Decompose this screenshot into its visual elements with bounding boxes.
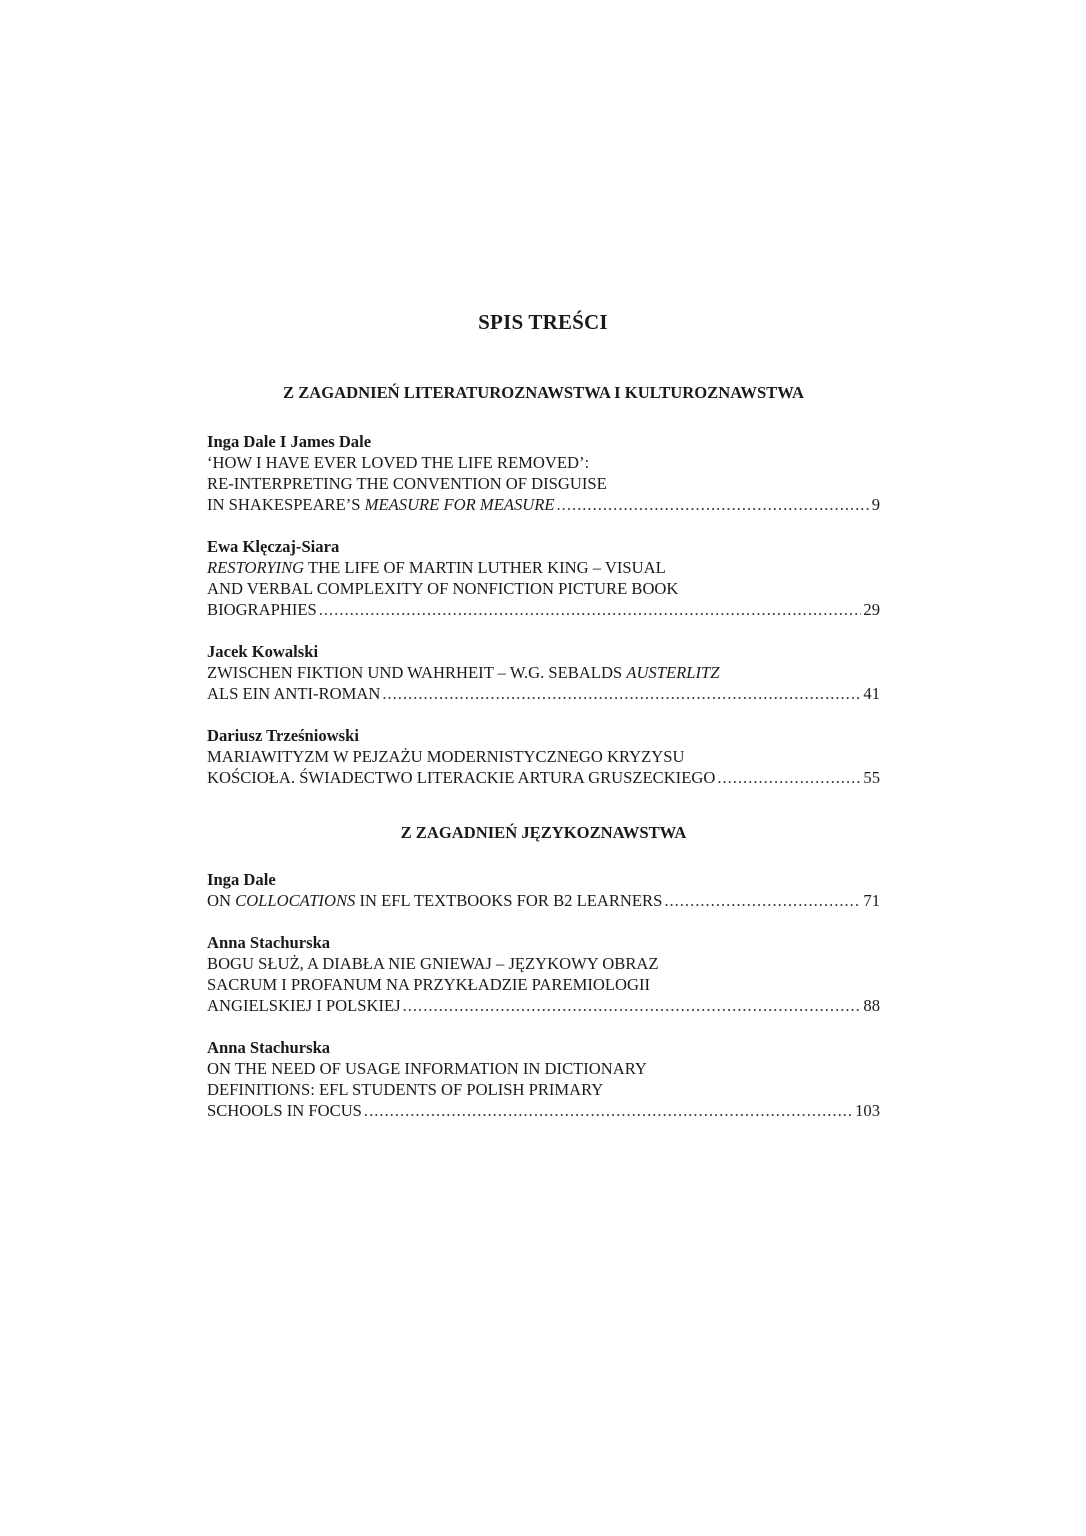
page-number: 55	[863, 768, 880, 787]
entry-title-line: AND VERBAL COMPLEXITY OF NONFICTION PICTURE BOOK	[207, 579, 679, 598]
section-heading-linguistics: Z ZAGADNIEŃ JĘZYKOZNAWSTWA	[400, 823, 687, 842]
entry-author: Dariusz Trześniowski	[207, 726, 359, 745]
page-number: 9	[871, 495, 880, 514]
entry-author: Inga Dale I James Dale	[207, 432, 372, 451]
entry-title-text: BIOGRAPHIES	[207, 600, 317, 619]
entry-author: Anna Stachurska	[207, 933, 331, 952]
entry-title-last-line	[207, 1100, 880, 1121]
entry-title-text: ALS EIN ANTI-ROMAN	[207, 684, 381, 703]
dot-leader	[364, 1100, 853, 1121]
dot-leader	[319, 599, 862, 620]
page-number: 88	[863, 996, 880, 1015]
entry-title-text: IN SHAKESPEARE’S MEASURE FOR MEASURE	[207, 495, 555, 514]
entry-title-last-line	[207, 683, 880, 704]
entry-title-line: MARIAWITYZM W PEJZAŻU MODERNISTYCZNEGO KRYZYSU	[207, 747, 685, 766]
entry-title-line: DEFINITIONS: EFL STUDENTS OF POLISH PRIMARY	[207, 1080, 604, 1099]
entry-title-last-line	[207, 890, 880, 911]
dot-leader	[557, 494, 870, 515]
entry-title-line: BOGU SŁUŻ, A DIABŁA NIE GNIEWAJ – JĘZYKOWY OBRAZ	[207, 954, 659, 973]
toc-entry[interactable]	[207, 725, 880, 788]
page-number: 71	[863, 891, 880, 910]
table-of-contents	[207, 382, 880, 1142]
page-number: 103	[855, 1101, 880, 1120]
section-heading-literature: Z ZAGADNIEŃ LITERATUROZNAWSTWA I KULTUROZNAWSTWA	[283, 383, 804, 402]
entry-author: Anna Stachurska	[207, 1038, 331, 1057]
entry-title-last-line	[207, 494, 880, 515]
entry-author: Inga Dale	[207, 870, 276, 889]
entry-title-text: SCHOOLS IN FOCUS	[207, 1101, 362, 1120]
entry-title-text: KOŚCIOŁA. ŚWIADECTWO LITERACKIE ARTURA GRUSZECKIEGO	[207, 768, 716, 787]
entry-title-last-line	[207, 767, 880, 788]
toc-entry[interactable]	[207, 932, 880, 1016]
toc-entry[interactable]	[207, 1037, 880, 1121]
entry-title-line: ‘HOW I HAVE EVER LOVED THE LIFE REMOVED’:	[207, 453, 590, 472]
entry-title-line: RESTORYING THE LIFE OF MARTIN LUTHER KING – VISUAL	[207, 558, 666, 577]
entry-title-last-line	[207, 995, 880, 1016]
entry-title-line: ZWISCHEN FIKTION UND WAHRHEIT – W.G. SEBALDS AUSTERLITZ	[207, 663, 720, 682]
entry-author: Ewa Klęczaj-Siara	[207, 537, 340, 556]
entry-title-text: ANGIELSKIEJ I POLSKIEJ	[207, 996, 401, 1015]
entry-title-line: RE-INTERPRETING THE CONVENTION OF DISGUISE	[207, 474, 607, 493]
page-title: SPIS TREŚCI	[478, 310, 608, 334]
entry-author: Jacek Kowalski	[207, 642, 319, 661]
toc-entry[interactable]	[207, 869, 880, 911]
page-number: 29	[863, 600, 880, 619]
dot-leader	[717, 767, 861, 788]
page-number: 41	[863, 684, 880, 703]
entry-title-line: ON THE NEED OF USAGE INFORMATION IN DICTIONARY	[207, 1059, 647, 1078]
dot-leader	[382, 683, 861, 704]
entry-title-line: SACRUM I PROFANUM NA PRZYKŁADZIE PAREMIOLOGII	[207, 975, 650, 994]
entry-title-text: ON COLLOCATIONS IN EFL TEXTBOOKS FOR B2 LEARNERS	[207, 891, 663, 910]
toc-entry[interactable]	[207, 431, 880, 515]
toc-entry[interactable]	[207, 536, 880, 620]
dot-leader	[664, 890, 861, 911]
entry-title-last-line	[207, 599, 880, 620]
dot-leader	[403, 995, 862, 1016]
toc-entry[interactable]	[207, 641, 880, 704]
